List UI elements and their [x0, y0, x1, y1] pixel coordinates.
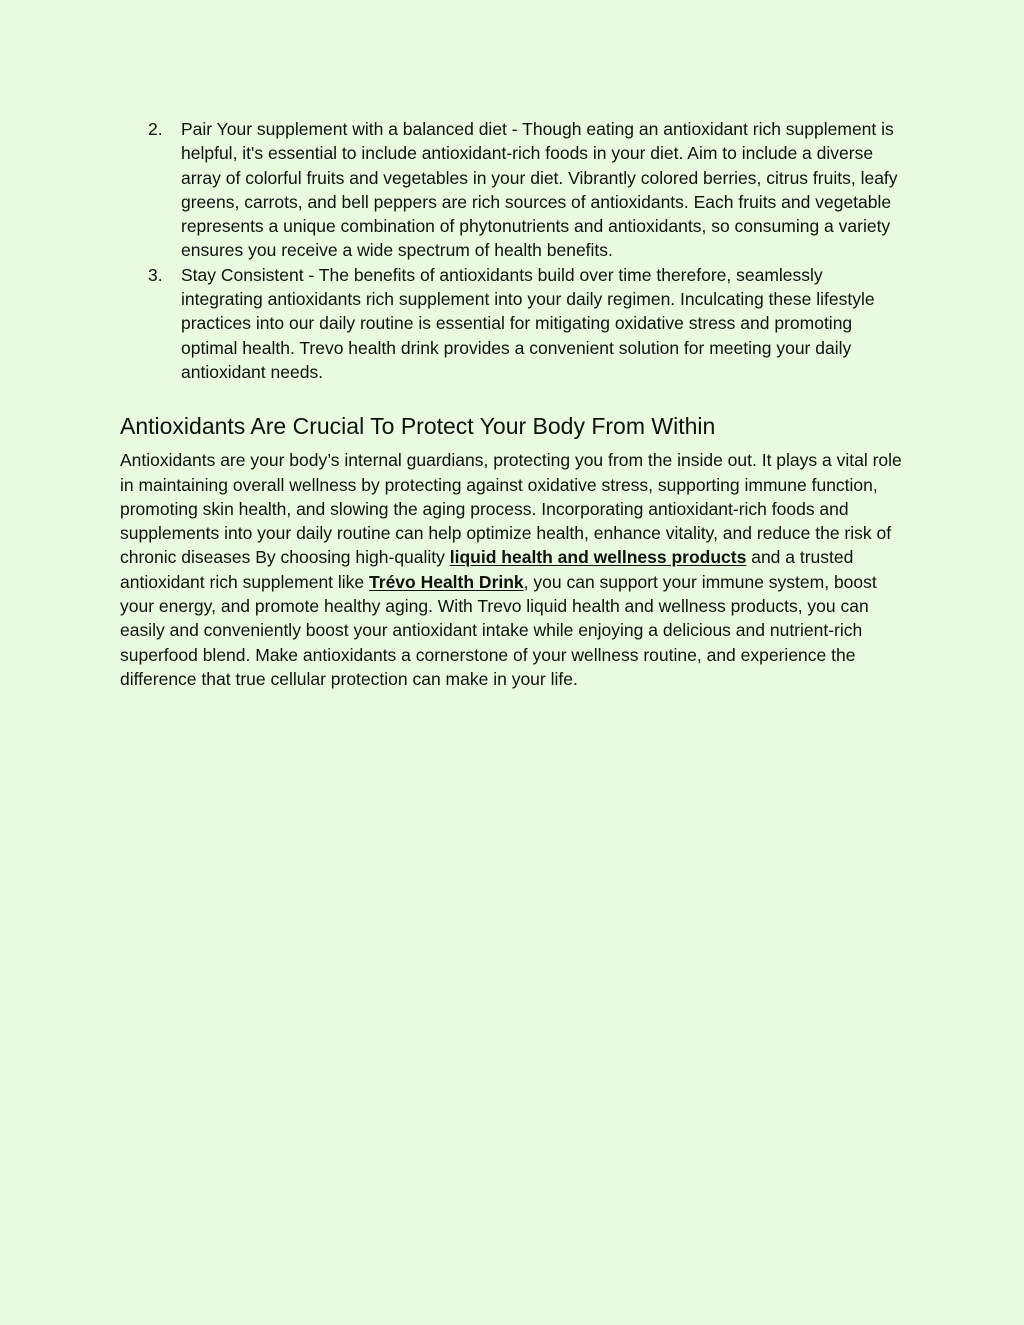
numbered-list: [120, 117, 906, 384]
document-page: [120, 117, 906, 691]
list-item-number: 3.: [148, 264, 163, 285]
trevo-health-drink-link[interactable]: Trévo Health Drink: [369, 571, 524, 592]
paragraph-text: Antioxidants are your body’s internal guardians, protecting you from the inside out. It plays a vital role in maintaining overall wellness by protecting against oxidative stress, supporting immune function, promoting skin health, and slowing the aging process. Incorporating antioxidant-rich foods and supplements into your daily routine can help optimize health, enhance vitality, and reduce the risk of chronic diseases By choosing high-quality: [120, 450, 902, 568]
list-item: [120, 263, 906, 384]
list-item-text: Pair Your supplement with a balanced diet - Though eating an antioxidant rich supplement is helpful, it's essential to include antioxidant-rich foods in your diet. Aim to include a diverse array of colorful fruits and vegetables in your diet. Vibrantly colored berries, citrus fruits, leafy greens, carrots, and bell peppers are rich sources of antioxidants. Each fruits and vegetable represents a unique combination of phytonutrients and antioxidants, so consuming a variety ensures you receive a wide spectrum of health benefits.: [181, 119, 898, 261]
paragraph-text: , you can support your immune system, boost your energy, and promote healthy aging. With Trevo liquid health and wellness products, you can easily and conveniently boost your antioxidant intake while enjoying a delicious and nutrient-rich superfood blend. Make antioxidants a cornerstone of your wellness routine, and experience the difference that true cellular protection can make in your life.: [120, 571, 877, 689]
liquid-health-products-link[interactable]: liquid health and wellness products: [449, 547, 747, 568]
section-paragraph: [120, 448, 906, 691]
list-item: [120, 117, 906, 263]
section-heading: Antioxidants Are Crucial To Protect Your Body From Within: [120, 413, 716, 440]
list-item-number: 2.: [148, 119, 163, 139]
paragraph-text: and a trusted antioxidant rich supplement like: [120, 547, 854, 592]
list-item-text: Stay Consistent - The benefits of antioxidants build over time therefore, seamlessly integrating antioxidants rich supplement into your daily regimen. Inculcating these lifestyle practices into our daily routine is essential for mitigating oxidative stress and promoting optimal health. Trevo health drink provides a convenient solution for meeting your daily antioxidant needs.: [181, 264, 875, 382]
